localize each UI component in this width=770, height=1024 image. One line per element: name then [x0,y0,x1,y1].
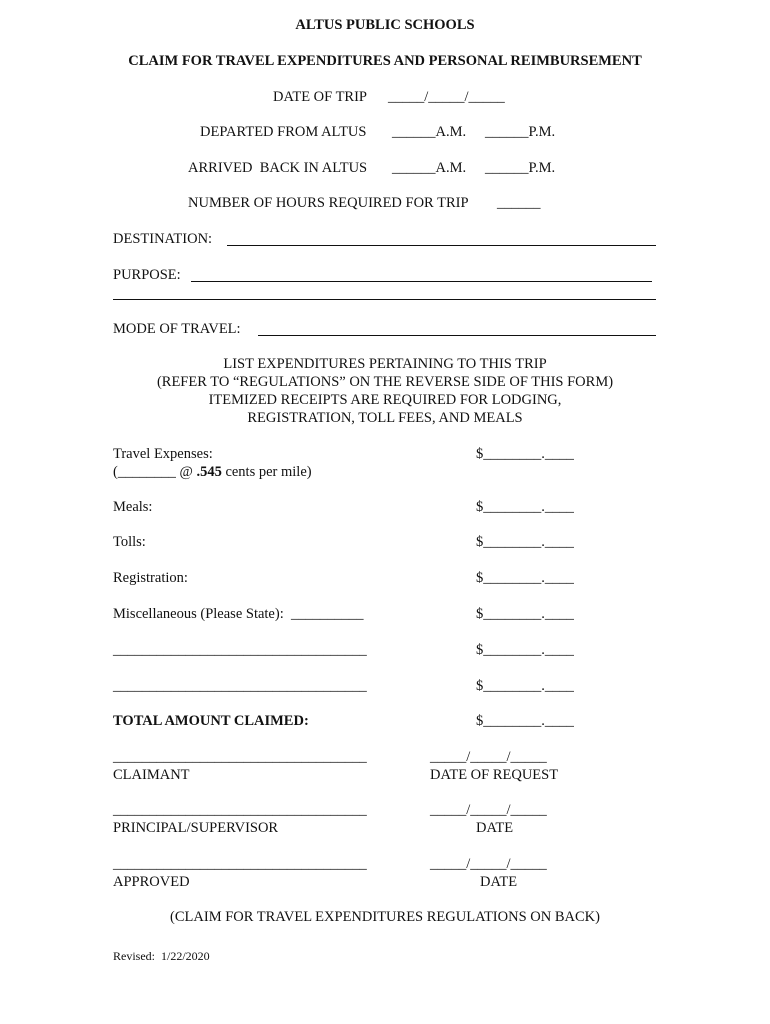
miscellaneous-amount-field[interactable]: $________.____ [476,606,574,622]
mileage-suffix: cents per mile) [221,464,312,480]
tolls-label: Tolls: [113,534,146,550]
arrived-label: ARRIVED BACK IN ALTUS [188,160,368,176]
purpose-field-line-2[interactable] [113,299,656,300]
destination-label: DESTINATION: [113,231,213,247]
hours-label: NUMBER OF HOURS REQUIRED FOR TRIP [188,195,469,211]
arrived-am-field[interactable]: ______A.M. [392,160,467,176]
principal-label: PRINCIPAL/SUPERVISOR [113,820,279,836]
departed-label: DEPARTED FROM ALTUS [200,124,367,140]
school-name: ALTUS PUBLIC SCHOOLS [295,17,475,33]
mileage-line [113,465,312,480]
principal-date-field[interactable]: _____/_____/_____ [430,802,547,818]
principal-date-label: DATE [476,820,514,836]
date-of-trip-field[interactable]: _____/_____/_____ [388,89,505,105]
total-amount-field[interactable]: $________.____ [476,713,574,729]
mode-of-travel-field[interactable] [258,335,656,336]
claimant-signature-line[interactable]: ___________________________________ [113,749,367,765]
request-date-field[interactable]: _____/_____/_____ [430,749,547,765]
departed-am-field[interactable]: ______A.M. [392,124,467,140]
mileage-rate: .545 [196,464,222,480]
instruction-line-3: ITEMIZED RECEIPTS ARE REQUIRED FOR LODGING, [208,392,562,408]
miscellaneous-label[interactable]: Miscellaneous (Please State): __________ [113,606,364,622]
mileage-prefix: (________ @ [113,464,197,480]
instruction-line-1: LIST EXPENDITURES PERTAINING TO THIS TRIP [223,356,547,372]
registration-amount-field[interactable]: $________.____ [476,570,574,586]
principal-signature-line[interactable]: ___________________________________ [113,802,367,818]
total-amount-label: TOTAL AMOUNT CLAIMED: [113,713,309,729]
travel-amount-field[interactable]: $________.____ [476,446,574,462]
date-of-trip-label: DATE OF TRIP [273,89,367,105]
date-of-request-label: DATE OF REQUEST [430,767,559,783]
misc-amount-field-1[interactable]: $________.____ [476,642,574,658]
regulations-note: (CLAIM FOR TRAVEL EXPENDITURES REGULATIONS ON BACK) [170,909,600,925]
instruction-line-4: REGISTRATION, TOLL FEES, AND MEALS [247,410,523,426]
registration-label: Registration: [113,570,188,586]
misc-amount-field-2[interactable]: $________.____ [476,678,574,694]
approved-date-field[interactable]: _____/_____/_____ [430,856,547,872]
hours-field[interactable]: ______ [497,195,541,211]
travel-expenses-label: Travel Expenses: [113,446,213,462]
approved-signature-line[interactable]: ___________________________________ [113,856,367,872]
arrived-pm-field[interactable]: ______P.M. [485,160,556,176]
mode-of-travel-label: MODE OF TRAVEL: [113,321,241,337]
departed-pm-field[interactable]: ______P.M. [485,124,556,140]
instruction-line-2: (REFER TO “REGULATIONS” ON THE REVERSE SIDE OF THIS FORM) [156,374,614,390]
meals-label: Meals: [113,499,153,515]
meals-amount-field[interactable]: $________.____ [476,499,574,515]
approved-date-label: DATE [480,874,518,890]
misc-description-field-2[interactable]: ___________________________________ [113,678,367,694]
misc-description-field-1[interactable]: ___________________________________ [113,642,367,658]
claimant-label: CLAIMANT [113,767,190,783]
purpose-label: PURPOSE: [113,267,181,283]
destination-field[interactable] [227,245,656,246]
revised-date: Revised: 1/22/2020 [113,949,210,963]
tolls-amount-field[interactable]: $________.____ [476,534,574,550]
approved-label: APPROVED [113,874,190,890]
form-title: CLAIM FOR TRAVEL EXPENDITURES AND PERSONAL REIMBURSEMENT [128,53,642,69]
purpose-field[interactable] [191,281,652,282]
